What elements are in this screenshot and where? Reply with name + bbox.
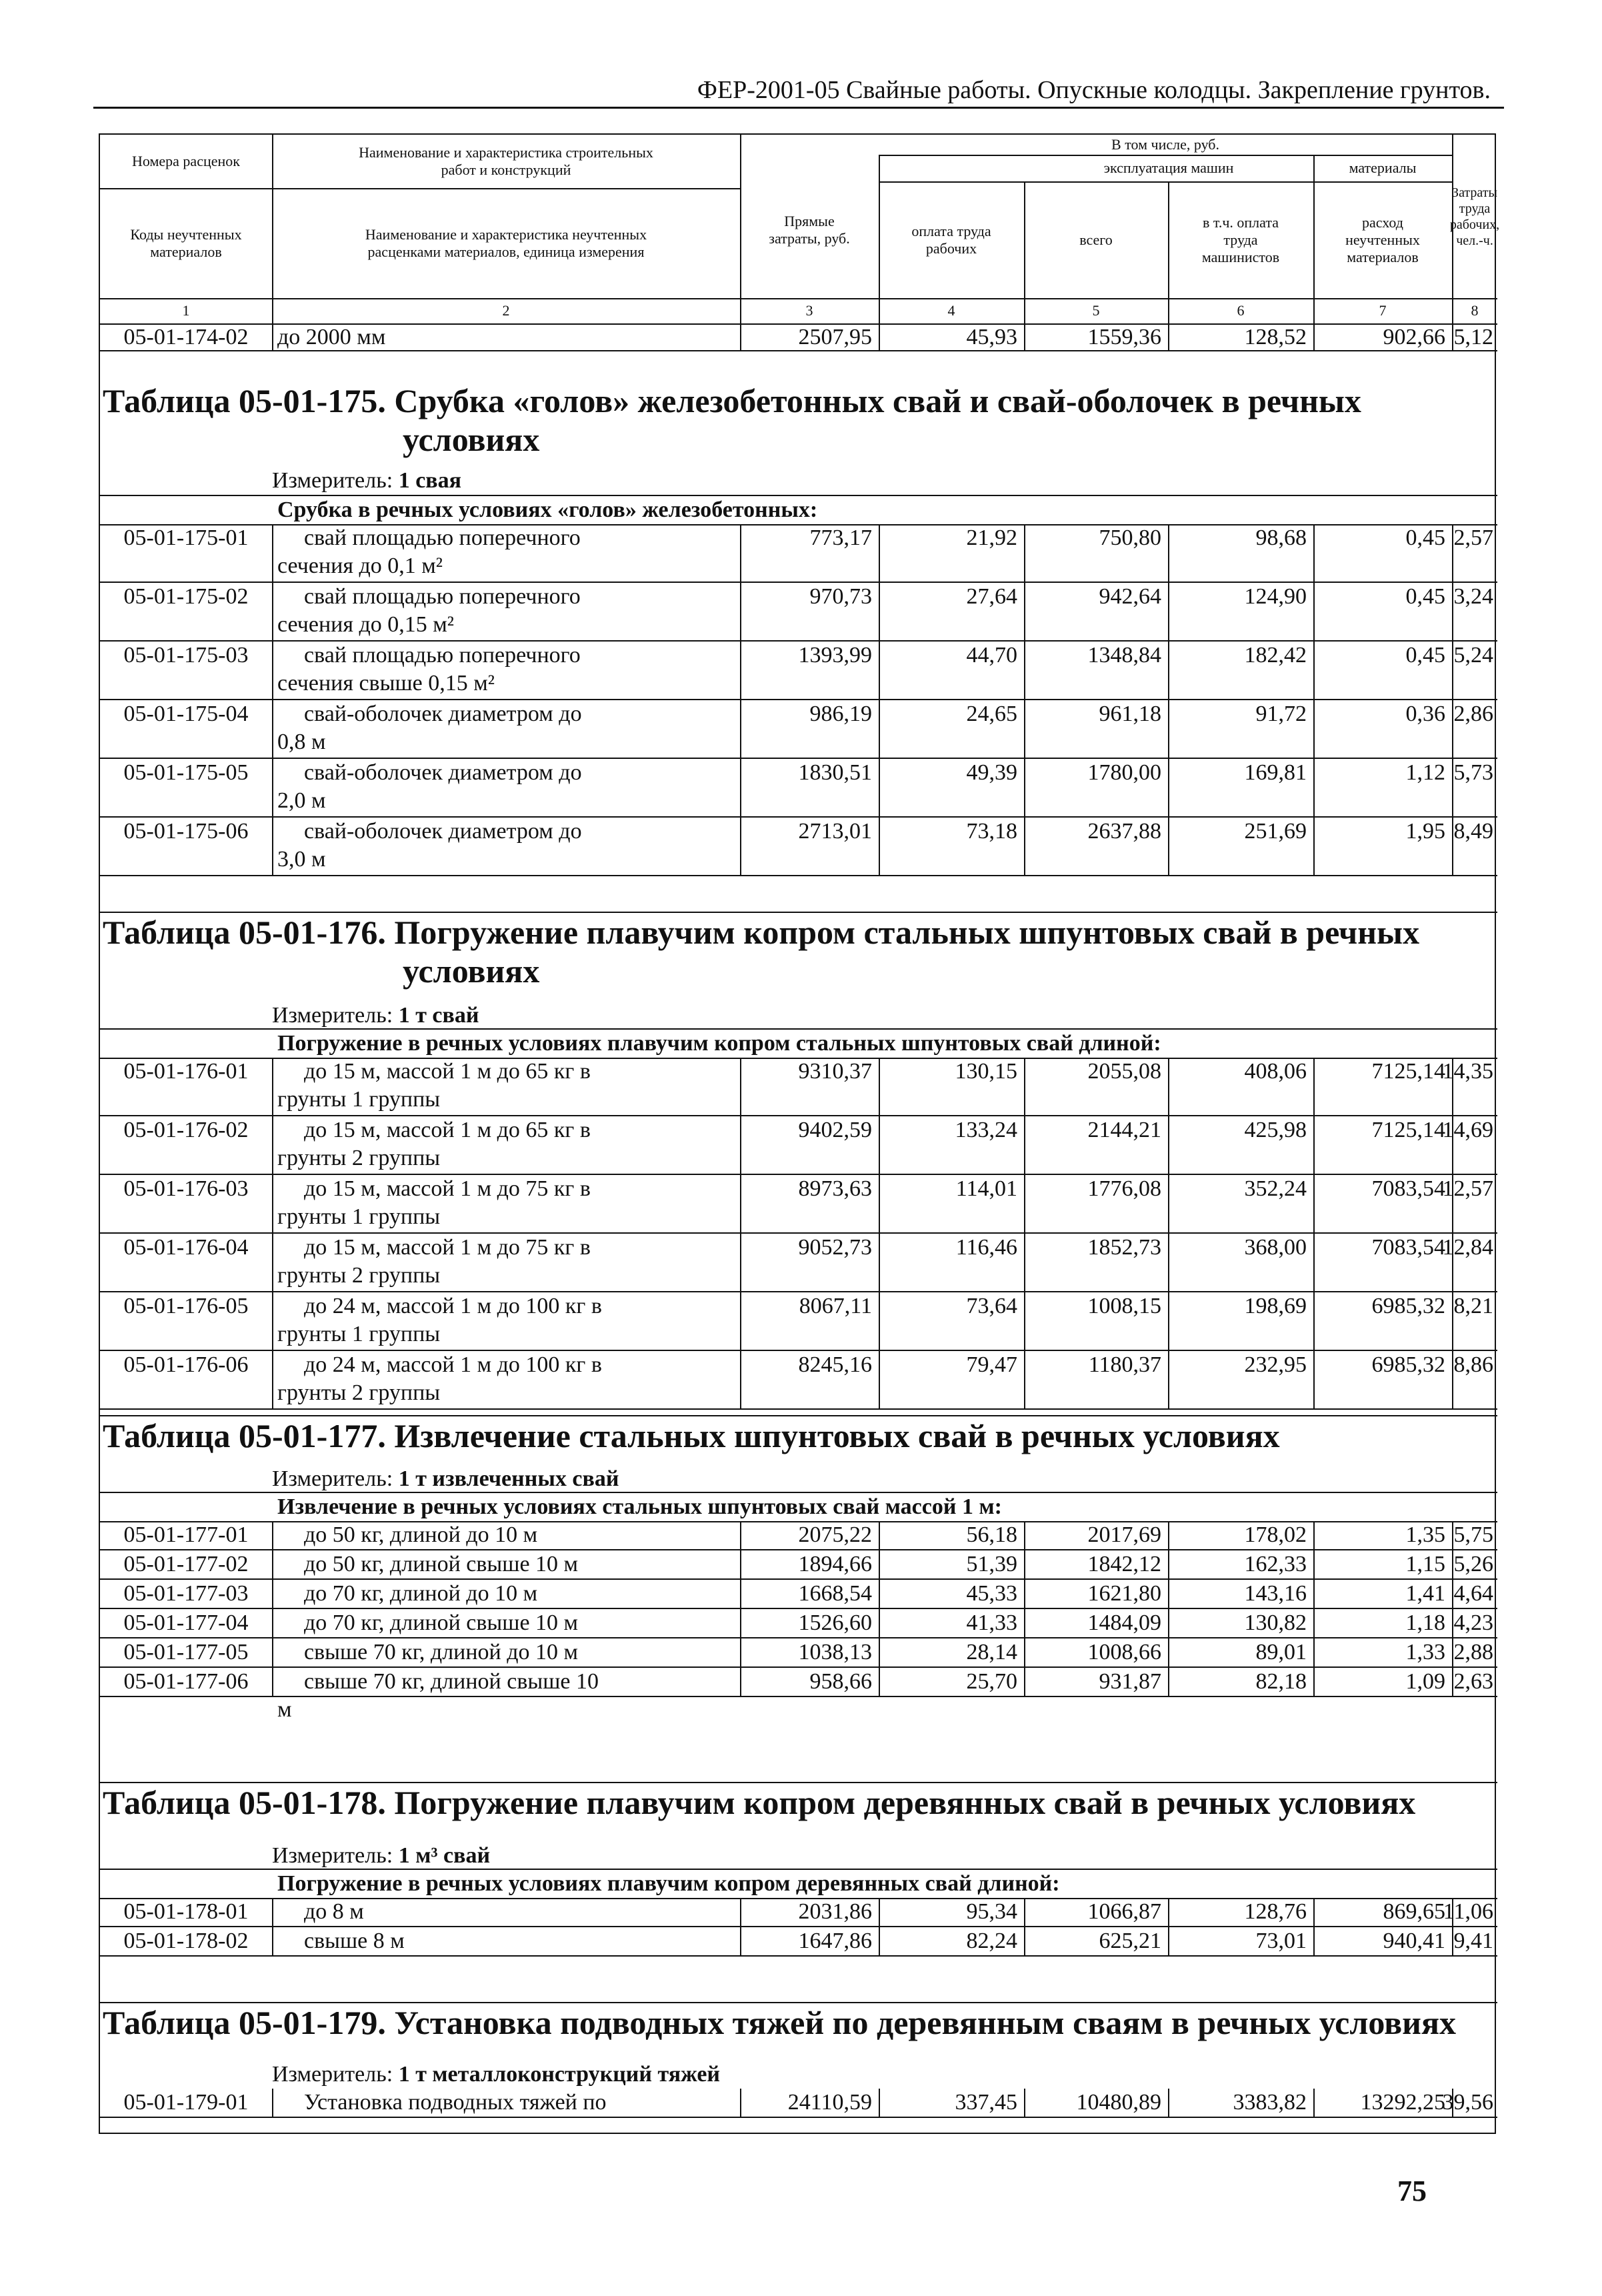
col-header-codes: Номера расценок — [132, 153, 240, 169]
direct-costs: 1526,60 — [798, 1610, 872, 1635]
labor-hours: 8,21 — [1453, 1294, 1493, 1318]
row-name: до 8 м — [304, 1899, 364, 1924]
col-header-name: Наименование и характеристика строительных работ и конструкций — [359, 144, 653, 178]
col-num-6: 6 — [1237, 302, 1245, 319]
col-num-7: 7 — [1379, 302, 1387, 319]
direct-costs: 2507,95 — [798, 325, 872, 349]
materials: 0,45 — [1405, 584, 1445, 609]
materials: 940,41 — [1383, 1929, 1445, 1953]
labor-pay: 49,39 — [966, 760, 1017, 785]
machines-total: 2017,69 — [1087, 1522, 1161, 1547]
machinist-pay: 124,90 — [1244, 584, 1307, 609]
direct-costs: 2075,22 — [798, 1522, 872, 1547]
machines-total: 961,18 — [1099, 702, 1161, 726]
labor-pay: 82,24 — [966, 1929, 1017, 1953]
row-code: 05-01-176-04 — [123, 1235, 249, 1260]
machines-total: 2637,88 — [1087, 819, 1161, 844]
row-name: до 15 м, массой 1 м до 65 кг в грунты 1 группы — [277, 1059, 591, 1112]
row-code: 05-01-175-03 — [123, 643, 249, 668]
row-code: 05-01-176-02 — [123, 1118, 249, 1142]
machinist-pay: 182,42 — [1244, 643, 1307, 668]
row-code: 05-01-178-02 — [123, 1929, 249, 1953]
labor-pay: 21,92 — [966, 525, 1017, 550]
materials: 1,35 — [1405, 1522, 1445, 1547]
labor-hours: 8,86 — [1453, 1352, 1493, 1377]
machines-total: 1776,08 — [1087, 1176, 1161, 1201]
col-num-2: 2 — [502, 302, 510, 319]
machinist-pay: 169,81 — [1244, 760, 1307, 785]
col-num-1: 1 — [182, 302, 190, 319]
table-177-title-line1: Таблица 05-01-177. Извлечение стальных шпунтовых свай в речных условиях — [103, 1417, 1280, 1454]
labor-hours: 5,73 — [1453, 760, 1493, 785]
row-code: 05-01-175-02 — [123, 584, 249, 609]
table-176-subheading: Погружение в речных условиях плавучим копром стальных шпунтовых свай длиной: — [100, 1028, 1497, 1059]
labor-hours: 4,23 — [1453, 1610, 1493, 1635]
table-176-title-line1: Таблица 05-01-176. Погружение плавучим копром стальных шпунтовых свай в речных — [103, 914, 1420, 951]
row-name: до 15 м, массой 1 м до 65 кг в грунты 2 группы — [277, 1118, 591, 1170]
direct-costs: 9052,73 — [798, 1235, 872, 1260]
col-num-8: 8 — [1471, 302, 1479, 319]
table-179-title-line1: Таблица 05-01-179. Установка подводных тяжей по деревянным сваям в речных условиях — [103, 2004, 1457, 2041]
labor-hours: 12,57 — [1442, 1176, 1493, 1201]
labor-hours: 2,57 — [1453, 525, 1493, 550]
row-code: 05-01-174-02 — [123, 325, 249, 349]
machines-total: 942,64 — [1099, 584, 1161, 609]
col-header-labor-hours: Затраты труда рабочих, чел.-ч. — [1449, 185, 1500, 248]
table-176-meter: Измеритель: 1 т свай — [272, 1003, 479, 1028]
machinist-pay: 408,06 — [1244, 1059, 1307, 1084]
machinist-pay: 128,76 — [1244, 1899, 1307, 1924]
labor-pay: 28,14 — [966, 1640, 1017, 1664]
row-name: до 50 кг, длиной свыше 10 м — [304, 1552, 579, 1576]
table-row — [100, 1609, 1497, 1638]
machinist-pay: 89,01 — [1255, 1640, 1307, 1664]
row-name: до 15 м, массой 1 м до 75 кг в грунты 1 группы — [277, 1176, 591, 1229]
machinist-pay: 251,69 — [1244, 819, 1307, 844]
materials: 902,66 — [1383, 325, 1445, 349]
row-code: 05-01-177-02 — [123, 1552, 249, 1576]
table-header — [100, 135, 1500, 325]
row-name: свай площадью поперечного сечения до 0,15 м² — [277, 584, 581, 637]
table-179-meter: Измеритель: 1 т металлоконструкций тяжей — [272, 2062, 720, 2087]
col-header-machines: эксплуатация машин — [1103, 159, 1234, 176]
machines-total: 1066,87 — [1087, 1899, 1161, 1924]
materials: 6985,32 — [1371, 1294, 1445, 1318]
materials: 1,09 — [1405, 1669, 1445, 1694]
col-num-5: 5 — [1092, 302, 1100, 319]
materials: 1,95 — [1405, 819, 1445, 844]
direct-costs: 9310,37 — [798, 1059, 872, 1084]
row-code: 05-01-176-01 — [123, 1059, 249, 1084]
table-row — [100, 1898, 1497, 1927]
labor-pay: 24,65 — [966, 702, 1017, 726]
table-row — [100, 818, 1497, 876]
table-row — [100, 1550, 1497, 1580]
labor-pay: 114,01 — [955, 1176, 1017, 1201]
machines-total: 10480,89 — [1076, 2090, 1161, 2115]
direct-costs: 1894,66 — [798, 1552, 872, 1576]
materials: 1,41 — [1405, 1581, 1445, 1606]
labor-pay: 133,24 — [955, 1118, 1017, 1142]
table-row — [100, 2089, 1497, 2118]
row-name: до 24 м, массой 1 м до 100 кг в грунты 2 группы — [277, 1352, 602, 1405]
row-code: 05-01-175-01 — [123, 525, 249, 550]
direct-costs: 9402,59 — [798, 1118, 872, 1142]
row-code: 05-01-175-05 — [123, 760, 249, 785]
row-name: свай-оболочек диаметром до 3,0 м — [277, 819, 582, 872]
table-row — [100, 583, 1497, 642]
row-code: 05-01-175-04 — [123, 702, 249, 726]
table-row — [100, 1116, 1497, 1175]
materials: 869,65 — [1383, 1899, 1445, 1924]
table-175-title-line2: условиях — [403, 421, 540, 458]
table-176-title-line2: условиях — [403, 952, 540, 990]
machines-total: 1559,36 — [1087, 325, 1161, 349]
table-row — [100, 700, 1497, 759]
machines-total: 1008,15 — [1087, 1294, 1161, 1318]
materials: 7125,14 — [1371, 1059, 1445, 1084]
page-header — [93, 75, 1504, 109]
table-row — [100, 1351, 1497, 1410]
col-header-machinist-pay: в т.ч. оплата труда машинистов — [1201, 213, 1280, 265]
labor-hours: 5,75 — [1453, 1522, 1493, 1547]
machinist-pay: 82,18 — [1255, 1669, 1307, 1694]
row-code: 05-01-176-03 — [123, 1176, 249, 1201]
labor-hours: 2,63 — [1453, 1669, 1493, 1694]
materials: 0,45 — [1405, 525, 1445, 550]
row-name: Установка подводных тяжей по — [304, 2090, 607, 2115]
row-name: до 70 кг, длиной свыше 10 м — [304, 1610, 579, 1635]
direct-costs: 8067,11 — [799, 1294, 872, 1318]
labor-hours: 5,24 — [1453, 643, 1493, 668]
machines-total: 1348,84 — [1087, 643, 1161, 668]
direct-costs: 8245,16 — [798, 1352, 872, 1377]
machinist-pay: 130,82 — [1244, 1610, 1307, 1635]
col-header-materials: материалы — [1349, 159, 1417, 176]
machines-total: 931,87 — [1099, 1669, 1161, 1694]
table-row — [100, 1580, 1497, 1609]
machines-total: 750,80 — [1099, 525, 1161, 550]
materials: 0,36 — [1405, 702, 1445, 726]
labor-hours: 3,24 — [1453, 584, 1493, 609]
direct-costs: 1647,86 — [798, 1929, 872, 1953]
labor-pay: 41,33 — [966, 1610, 1017, 1635]
machines-total: 1842,12 — [1087, 1552, 1161, 1576]
labor-pay: 95,34 — [966, 1899, 1017, 1924]
machinist-pay: 178,02 — [1244, 1522, 1307, 1547]
materials: 1,12 — [1405, 760, 1445, 785]
machines-total: 1852,73 — [1087, 1235, 1161, 1260]
labor-hours: 2,88 — [1453, 1640, 1493, 1664]
table-row — [100, 1638, 1497, 1668]
machines-total: 1621,80 — [1087, 1581, 1161, 1606]
labor-pay: 45,93 — [966, 325, 1017, 349]
table-row — [100, 1234, 1497, 1292]
labor-pay: 44,70 — [966, 643, 1017, 668]
table-row — [100, 323, 1497, 351]
col-num-3: 3 — [805, 302, 813, 319]
table-177-meter: Измеритель: 1 т извлеченных свай — [272, 1466, 619, 1491]
materials: 1,18 — [1405, 1610, 1445, 1635]
labor-hours: 9,41 — [1453, 1929, 1493, 1953]
table-178-meter: Измеритель: 1 м³ свай — [272, 1843, 491, 1868]
direct-costs: 1393,99 — [798, 643, 872, 668]
header-title: ФЕР-2001-05 Свайные работы. Опускные колодцы. Закрепление грунтов. — [697, 76, 1491, 104]
labor-pay: 51,39 — [966, 1552, 1017, 1576]
norms-table — [99, 133, 1500, 2134]
table-row — [100, 524, 1497, 583]
materials: 1,33 — [1405, 1640, 1445, 1664]
labor-hours: 39,56 — [1442, 2090, 1493, 2115]
machinist-pay: 368,00 — [1244, 1235, 1307, 1260]
table-178-title-line1: Таблица 05-01-178. Погружение плавучим копром деревянных свай в речных условиях — [103, 1784, 1416, 1821]
col-header-group: В том числе, руб. — [1111, 136, 1219, 153]
machinist-pay: 425,98 — [1244, 1118, 1307, 1142]
direct-costs: 958,66 — [809, 1669, 872, 1694]
col-num-4: 4 — [947, 302, 955, 319]
labor-hours: 11,06 — [1443, 1899, 1493, 1924]
machinist-pay: 3383,82 — [1233, 2090, 1307, 2115]
materials: 7083,54 — [1371, 1176, 1445, 1201]
direct-costs: 24110,59 — [787, 2090, 872, 2115]
materials: 0,45 — [1405, 643, 1445, 668]
table-176-title — [100, 912, 1497, 990]
machinist-pay: 162,33 — [1244, 1552, 1307, 1576]
machines-total: 1180,37 — [1088, 1352, 1161, 1377]
materials: 6985,32 — [1371, 1352, 1445, 1377]
table-row — [100, 1292, 1497, 1351]
col-header-labor-pay: оплата труда рабочих — [911, 222, 991, 257]
direct-costs: 2031,86 — [798, 1899, 872, 1924]
machinist-pay: 73,01 — [1255, 1929, 1307, 1953]
labor-pay: 56,18 — [966, 1522, 1017, 1547]
table-175-title — [100, 381, 1497, 459]
machines-total: 1484,09 — [1087, 1610, 1161, 1635]
machinist-pay: 198,69 — [1244, 1294, 1307, 1318]
labor-hours: 12,84 — [1442, 1235, 1493, 1260]
materials: 7125,14 — [1371, 1118, 1445, 1142]
machines-total: 2144,21 — [1087, 1118, 1161, 1142]
labor-pay: 27,64 — [966, 584, 1017, 609]
table-row — [100, 1175, 1497, 1234]
labor-pay: 73,18 — [966, 819, 1017, 844]
row-name: до 70 кг, длиной до 10 м — [304, 1581, 538, 1606]
machines-total: 1780,00 — [1087, 760, 1161, 785]
table-177-title — [100, 1415, 1497, 1455]
row-code: 05-01-176-06 — [123, 1352, 249, 1377]
labor-hours: 14,35 — [1442, 1059, 1493, 1084]
row-name: свыше 8 м — [304, 1929, 405, 1953]
row-name: свай-оболочек диаметром до 2,0 м — [277, 760, 582, 813]
materials: 1,15 — [1405, 1552, 1445, 1576]
machines-total: 1008,66 — [1087, 1640, 1161, 1664]
machines-total: 2055,08 — [1087, 1059, 1161, 1084]
direct-costs: 8973,63 — [798, 1176, 872, 1201]
direct-costs: 970,73 — [809, 584, 872, 609]
col-header-direct-costs: Прямые затраты, руб. — [769, 212, 850, 247]
labor-hours: 14,69 — [1442, 1118, 1493, 1142]
row-name: до 50 кг, длиной до 10 м — [304, 1522, 538, 1547]
direct-costs: 1668,54 — [798, 1581, 872, 1606]
machinist-pay: 91,72 — [1255, 702, 1307, 726]
row-code: 05-01-177-04 — [123, 1610, 249, 1635]
row-code: 05-01-177-03 — [123, 1581, 249, 1606]
machinist-pay: 143,16 — [1244, 1581, 1307, 1606]
labor-pay: 116,46 — [955, 1235, 1017, 1260]
table-row — [100, 642, 1497, 700]
row-code: 05-01-179-01 — [123, 2090, 249, 2115]
row-name: свай-оболочек диаметром до 0,8 м — [277, 702, 582, 754]
table-row — [100, 759, 1497, 818]
direct-costs: 773,17 — [809, 525, 872, 550]
table-row — [100, 1927, 1497, 1957]
table-178-title — [100, 1782, 1497, 1822]
row-code: 05-01-178-01 — [123, 1899, 249, 1924]
labor-pay: 337,45 — [955, 2090, 1017, 2115]
row-code: 05-01-177-01 — [123, 1522, 249, 1547]
row-name: до 15 м, массой 1 м до 75 кг в грунты 2 группы — [277, 1235, 591, 1288]
materials: 13292,25 — [1360, 2090, 1445, 2115]
labor-pay: 79,47 — [966, 1352, 1017, 1377]
row-name: свай площадью поперечного сечения до 0,1 м² — [277, 525, 581, 578]
page-number: 75 — [1397, 2175, 1427, 2207]
direct-costs: 2713,01 — [798, 819, 872, 844]
row-name: до 24 м, массой 1 м до 100 кг в грунты 1 группы — [277, 1294, 602, 1346]
row-code: 05-01-176-05 — [123, 1294, 249, 1318]
table-row — [100, 1521, 1497, 1550]
labor-pay: 45,33 — [966, 1581, 1017, 1606]
table-179-title — [100, 2002, 1497, 2042]
labor-pay: 25,70 — [966, 1669, 1017, 1694]
row-code: 05-01-177-05 — [123, 1640, 249, 1664]
row-name: свай площадью поперечного сечения свыше 0,15 м² — [277, 643, 581, 696]
table-175-meter: Измеритель: 1 свая — [272, 468, 462, 493]
machinist-pay: 232,95 — [1244, 1352, 1307, 1377]
labor-hours: 4,64 — [1453, 1581, 1493, 1606]
row-name: свыше 70 кг, длиной свыше 10 м — [277, 1669, 599, 1722]
row-name: до 2000 мм — [277, 325, 386, 349]
table-177-subheading: Извлечение в речных условиях стальных шпунтовых свай массой 1 м: — [100, 1492, 1497, 1522]
machinist-pay: 128,52 — [1244, 325, 1307, 349]
row-name: свыше 70 кг, длиной до 10 м — [304, 1640, 579, 1664]
table-175-subheading: Срубка в речных условиях «голов» железобетонных: — [100, 495, 1497, 525]
materials: 7083,54 — [1371, 1235, 1445, 1260]
table-178-subheading: Погружение в речных условиях плавучим копром деревянных свай длиной: — [100, 1869, 1497, 1899]
col-header-material-use: расход неучтенных материалов — [1345, 213, 1420, 265]
direct-costs: 1830,51 — [798, 760, 872, 785]
table-row — [100, 1058, 1497, 1116]
row-code: 05-01-175-06 — [123, 819, 249, 844]
row-code: 05-01-177-06 — [123, 1669, 249, 1694]
labor-pay: 130,15 — [955, 1059, 1017, 1084]
machinist-pay: 352,24 — [1244, 1176, 1307, 1201]
table-row — [100, 1668, 1497, 1722]
labor-hours: 8,49 — [1453, 819, 1493, 844]
col-header-total: всего — [1079, 231, 1113, 248]
direct-costs: 1038,13 — [798, 1640, 872, 1664]
machinist-pay: 98,68 — [1255, 525, 1307, 550]
labor-hours: 5,26 — [1453, 1552, 1493, 1576]
labor-hours: 2,86 — [1453, 702, 1493, 726]
machines-total: 625,21 — [1099, 1929, 1161, 1953]
direct-costs: 986,19 — [809, 702, 872, 726]
col-header-material-name: Наименование и характеристика неучтенных расценками материалов, единица измерения — [365, 225, 647, 260]
labor-pay: 73,64 — [966, 1294, 1017, 1318]
table-175-title-line1: Таблица 05-01-175. Срубка «голов» железобетонных свай и свай-оболочек в речных — [103, 382, 1361, 419]
labor-hours: 5,12 — [1453, 325, 1493, 349]
col-header-material-codes: Коды неучтенных материалов — [130, 225, 242, 260]
